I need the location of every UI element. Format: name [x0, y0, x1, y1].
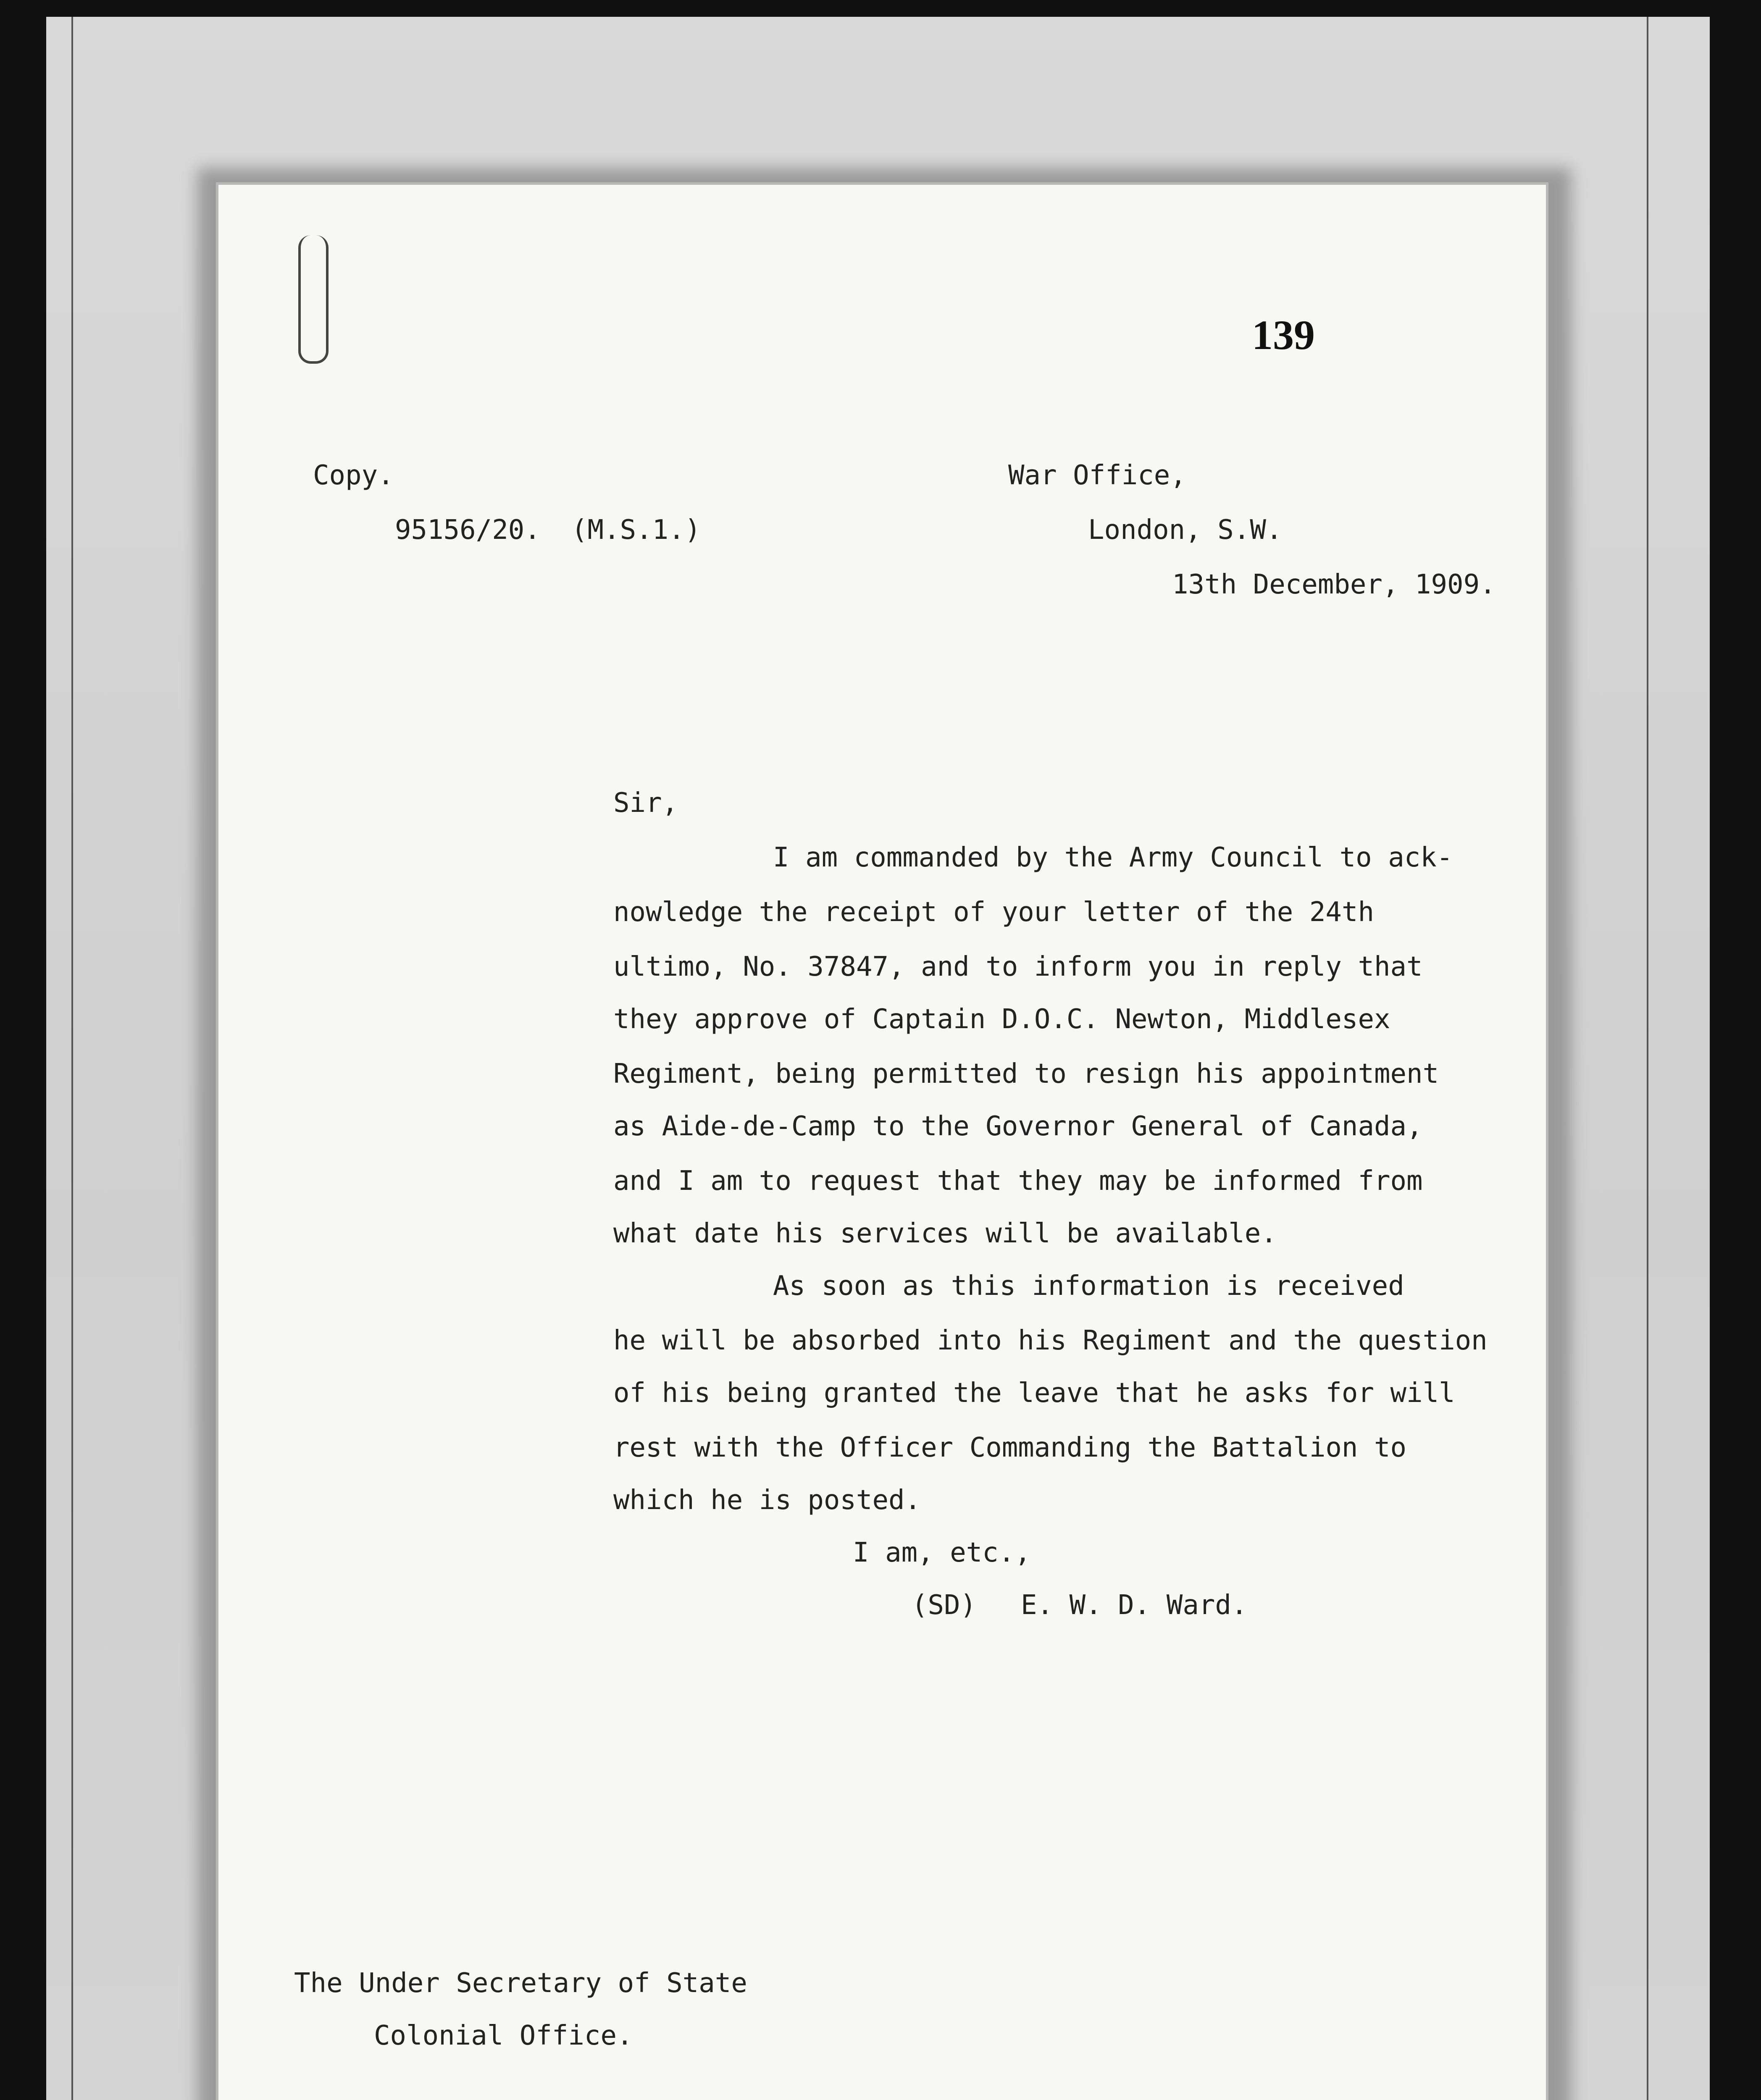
paper-clip-icon: [298, 235, 329, 364]
reference-number: 95156/20.: [395, 514, 541, 546]
signature-mark: (SD): [912, 1590, 977, 1621]
body-line: as Aide-de-Camp to the Governor General of Canada,: [613, 1111, 1423, 1142]
body-line: nowledge the receipt of your letter of the 24th: [613, 897, 1374, 928]
body-line: As soon as this information is received: [773, 1270, 1404, 1302]
sender-city: London, S.W.: [1088, 514, 1283, 546]
letter-date: 13th December, 1909.: [1172, 569, 1496, 600]
body-line: he will be absorbed into his Regiment and the question: [613, 1325, 1488, 1356]
recipient-office: Colonial Office.: [374, 2020, 633, 2051]
branch-code: (M.S.1.): [571, 514, 701, 546]
sender-office: War Office,: [1008, 460, 1186, 491]
body-line: rest with the Officer Commanding the Battalion to: [613, 1432, 1407, 1463]
body-line: which he is posted.: [613, 1485, 921, 1516]
letter-sheet: [218, 185, 1546, 2100]
closing: I am, etc.,: [853, 1537, 1031, 1568]
body-line: they approve of Captain D.O.C. Newton, Middlesex: [613, 1004, 1390, 1035]
body-line: Regiment, being permitted to resign his appointment: [613, 1058, 1439, 1089]
body-line: ultimo, No. 37847, and to inform you in reply that: [613, 951, 1423, 982]
recipient-title: The Under Secretary of State: [294, 1968, 747, 1999]
body-line: what date his services will be available.: [613, 1218, 1277, 1249]
body-line: I am commanded by the Army Council to ack-: [773, 842, 1453, 873]
copy-label: Copy.: [313, 460, 394, 491]
mount-rule-right: [1647, 17, 1648, 2100]
body-line: and I am to request that they may be informed from: [613, 1166, 1423, 1197]
signatory: E. W. D. Ward.: [1021, 1590, 1248, 1621]
mount-rule-left: [71, 17, 73, 2100]
page-number: 139: [1252, 312, 1315, 358]
body-line: of his being granted the leave that he asks for will: [613, 1378, 1455, 1409]
salutation: Sir,: [613, 788, 678, 819]
